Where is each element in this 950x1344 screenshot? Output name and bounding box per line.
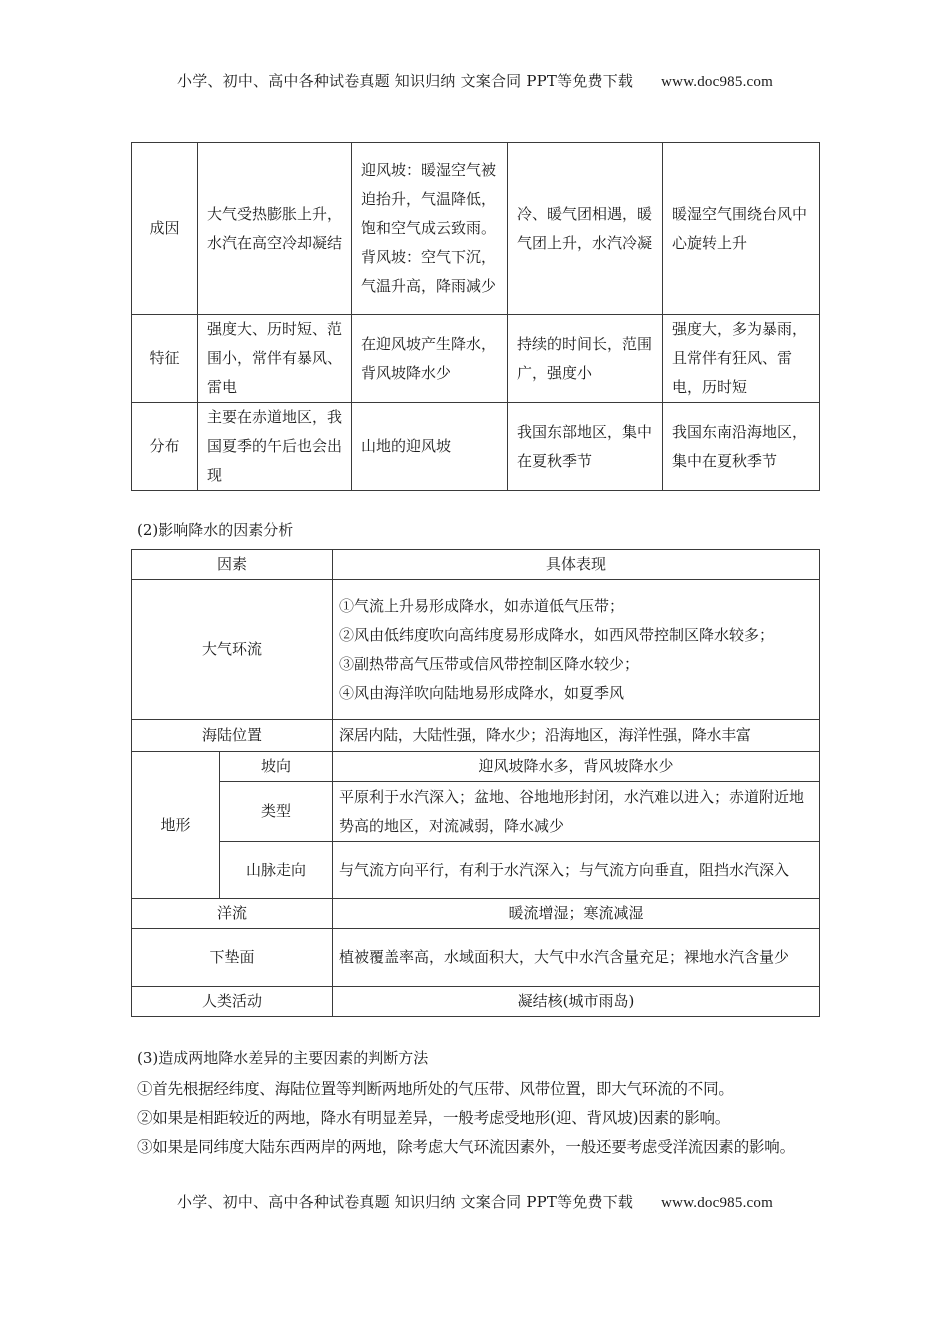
table-cell: 大气受热膨胀上升，水汽在高空冷却凝结 xyxy=(198,143,352,315)
section-3-title: (3)造成两地降水差异的主要因素的判断方法 xyxy=(137,1049,429,1067)
page-footer xyxy=(0,1191,950,1212)
table-cell: 我国东部地区，集中在夏秋季节 xyxy=(508,403,663,491)
factor-label: 下垫面 xyxy=(132,929,333,987)
header-text: 小学、初中、高中各种试卷真题 知识归纳 文案合同 PPT等免费下载 xyxy=(177,72,634,90)
factor-label: 海陆位置 xyxy=(132,720,333,752)
page-header xyxy=(0,70,950,91)
detail-line: ②风由低纬度吹向高纬度易形成降水，如西风带控制区降水较多； xyxy=(339,625,775,644)
column-header-detail: 具体表现 xyxy=(333,550,820,580)
row-label: 特征 xyxy=(132,315,198,403)
factor-label: 大气环流 xyxy=(132,580,333,720)
table-row-atmospheric-circulation xyxy=(132,580,820,720)
table-row-human-activity xyxy=(132,987,820,1017)
detail-line: ④风由海洋吹向陆地易形成降水，如夏季风 xyxy=(339,683,625,702)
factor-detail: 凝结核(城市雨岛) xyxy=(333,987,820,1017)
factor-label: 人类活动 xyxy=(132,987,333,1017)
detail-line: ①气流上升易形成降水，如赤道低气压带； xyxy=(339,596,625,615)
footer-text: 小学、初中、高中各种试卷真题 知识归纳 文案合同 PPT等免费下载 xyxy=(177,1193,634,1211)
list-item: ②如果是相距较近的两地，降水有明显差异，一般考虑受地形(迎、背风坡)因素的影响。 xyxy=(137,1109,731,1127)
table-cell: 强度大，多为暴雨，且常伴有狂风、雷电，历时短 xyxy=(663,315,820,403)
header-url: www.doc985.com xyxy=(661,74,773,90)
row-label: 分布 xyxy=(132,403,198,491)
list-item: ③如果是同纬度大陆东西两岸的两地，除考虑大气环流因素外，一般还要考虑受洋流因素的影响。 xyxy=(137,1138,795,1156)
table-row-features xyxy=(132,315,820,403)
table-row-underlying-surface xyxy=(132,929,820,987)
factor-detail: 暖流增湿；寒流减湿 xyxy=(333,899,820,929)
footer-url: www.doc985.com xyxy=(661,1195,773,1211)
precipitation-types-table xyxy=(131,142,820,491)
table-row-distribution xyxy=(132,403,820,491)
factor-label: 洋流 xyxy=(132,899,333,929)
table-row-cause xyxy=(132,143,820,315)
table-row-terrain-slope xyxy=(132,752,820,782)
table-row-ocean-current xyxy=(132,899,820,929)
table-row-land-sea xyxy=(132,720,820,752)
table-cell: 主要在赤道地区，我国夏季的午后也会出现 xyxy=(198,403,352,491)
table-cell: 持续的时间长，范围广，强度小 xyxy=(508,315,663,403)
sub-factor-label: 山脉走向 xyxy=(220,842,333,899)
row-label: 成因 xyxy=(132,143,198,315)
table-row-terrain-mountain xyxy=(132,842,820,899)
factor-detail: 深居内陆，大陆性强，降水少；沿海地区，海洋性强，降水丰富 xyxy=(333,720,820,752)
table-cell: 我国东南沿海地区，集中在夏秋季节 xyxy=(663,403,820,491)
list-item: ①首先根据经纬度、海陆位置等判断两地所处的气压带、风带位置，即大气环流的不同。 xyxy=(137,1080,734,1098)
factor-detail: 植被覆盖率高，水域面积大，大气中水汽含量充足；裸地水汽含量少 xyxy=(333,929,820,987)
table-row-terrain-type xyxy=(132,782,820,842)
factor-detail: 平原利于水汽深入；盆地、谷地地形封闭，水汽难以进入；赤道附近地势高的地区，对流减弱，降水减少 xyxy=(333,782,820,842)
table-cell: 在迎风坡产生降水，背风坡降水少 xyxy=(352,315,508,403)
factor-detail: 迎风坡降水多，背风坡降水少 xyxy=(333,752,820,782)
section-3-list xyxy=(137,1075,817,1162)
table-cell: 迎风坡：暖湿空气被迫抬升，气温降低，饱和空气成云致雨。背风坡：空气下沉，气温升高，降雨减少 xyxy=(352,143,508,315)
factor-detail xyxy=(333,580,820,720)
section-2-title: (2)影响降水的因素分析 xyxy=(137,521,294,539)
table-cell: 冷、暖气团相遇，暖气团上升，水汽冷凝 xyxy=(508,143,663,315)
factor-label: 地形 xyxy=(132,752,220,899)
sub-factor-label: 坡向 xyxy=(220,752,333,782)
sub-factor-label: 类型 xyxy=(220,782,333,842)
table-header-row xyxy=(132,550,820,580)
detail-line: ③副热带高气压带或信风带控制区降水较少； xyxy=(339,654,640,673)
column-header-factor: 因素 xyxy=(132,550,333,580)
table-cell: 暖湿空气围绕台风中心旋转上升 xyxy=(663,143,820,315)
factor-detail: 与气流方向平行，有利于水汽深入；与气流方向垂直，阻挡水汽深入 xyxy=(333,842,820,899)
table-cell: 强度大、历时短、范围小，常伴有暴风、雷电 xyxy=(198,315,352,403)
table-cell: 山地的迎风坡 xyxy=(352,403,508,491)
precipitation-factors-table xyxy=(131,549,820,1017)
